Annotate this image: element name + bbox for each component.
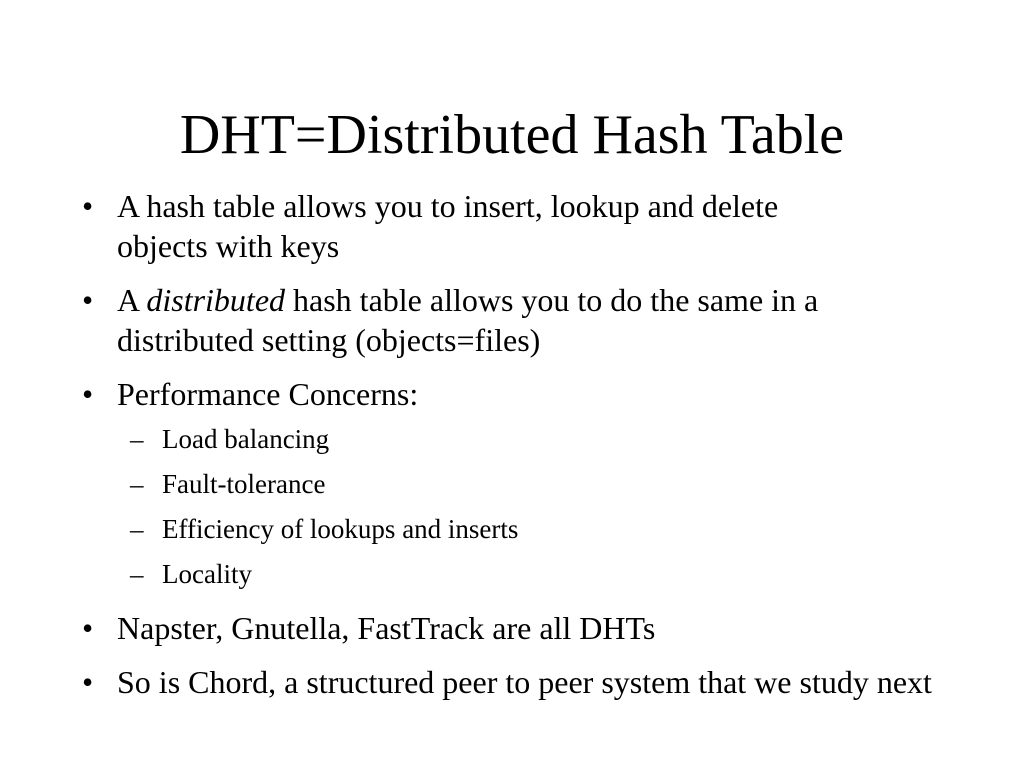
bullet-text-prefix: A bbox=[117, 282, 147, 318]
sub-bullet-item bbox=[82, 512, 942, 547]
sub-bullet-item bbox=[82, 557, 942, 592]
slide-body bbox=[82, 186, 942, 716]
bullet-text: Napster, Gnutella, FastTrack are all DHTs bbox=[117, 610, 656, 646]
bullet-mark: • bbox=[82, 376, 94, 412]
sub-bullet-mark: – bbox=[130, 424, 144, 454]
bullet-item bbox=[82, 186, 857, 266]
slide-title: DHT=Distributed Hash Table bbox=[179, 104, 845, 166]
sub-bullet-text: Load balancing bbox=[162, 424, 330, 454]
bullet-item bbox=[82, 374, 942, 414]
bullet-mark: • bbox=[82, 664, 94, 700]
bullet-item bbox=[82, 608, 942, 648]
sub-bullet-item bbox=[82, 422, 942, 457]
bullet-text: A hash table allows you to insert, lookup and delete objects with keys bbox=[117, 188, 779, 264]
bullet-mark: • bbox=[82, 610, 94, 646]
bullet-text: So is Chord, a structured peer to peer system that we study next bbox=[117, 664, 932, 700]
bullet-item bbox=[82, 662, 937, 702]
bullet-mark: • bbox=[82, 188, 94, 224]
sub-bullet-list bbox=[82, 422, 942, 592]
sub-bullet-text: Fault-tolerance bbox=[162, 469, 326, 499]
sub-bullet-text: Locality bbox=[162, 559, 252, 589]
sub-bullet-item bbox=[82, 467, 942, 502]
bullet-text: Performance Concerns: bbox=[117, 376, 419, 412]
sub-bullet-mark: – bbox=[130, 469, 144, 499]
bullet-mark: • bbox=[82, 282, 94, 318]
bullet-item bbox=[82, 280, 947, 360]
sub-bullet-text: Efficiency of lookups and inserts bbox=[162, 514, 519, 544]
bullet-text-suffix: hash table allows you to do the same in a distributed setting (objects=files) bbox=[117, 282, 819, 358]
sub-bullet-mark: – bbox=[130, 514, 144, 544]
sub-bullet-mark: – bbox=[130, 559, 144, 589]
bullet-text-emphasis: distributed bbox=[146, 282, 286, 318]
